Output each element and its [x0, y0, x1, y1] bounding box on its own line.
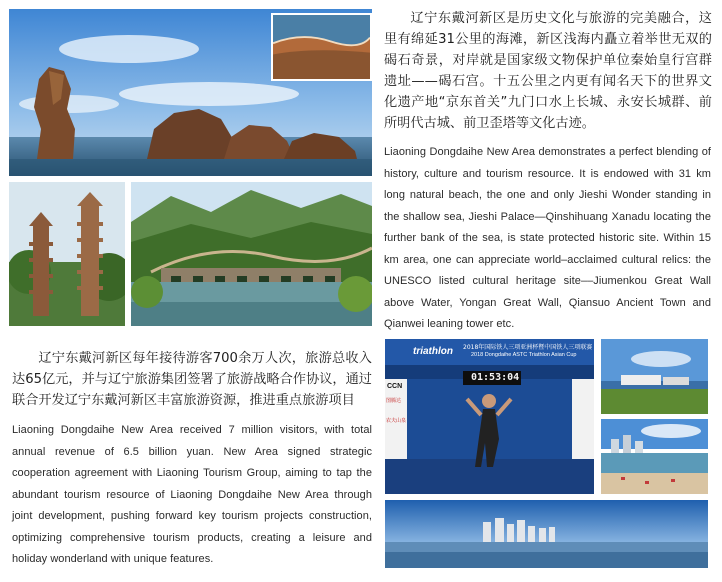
- sponsor-nongfu-spring: 农夫山泉: [386, 418, 407, 424]
- sponsor-tutengda: 图腾达: [386, 398, 402, 404]
- triathlon-finish-photo: [385, 339, 594, 494]
- triathlon-banner-title: 2018年国际铁人三项亚洲杯暨中国铁人三项联赛: [463, 344, 593, 351]
- triathlon-banner-subtitle: 2018 Dongdaihe ASTC Triathlon Asian Cup: [471, 352, 577, 358]
- pagoda-towers-photo: [9, 182, 125, 326]
- triathlon-logo: triathlon: [413, 346, 453, 357]
- history-culture-paragraph-chinese: 辽宁东戴河新区是历史文化与旅游的完美融合，这里有绵延31公里的海滩，新区浅海内矗立着举世无双的碣石奇景，对岸就是国家级文物保护单位秦始皇行宫群遗址——碣石宫。十五公里之内更有闻名天下的世界文化遗产地“京东首关”九门口水上长城、永安长城群、前所明代古城、前卫歪塔等文化古迹。: [384, 11, 712, 131]
- city-coast-panorama-photo: [385, 500, 708, 568]
- coastal-buildings-photo: [601, 339, 708, 414]
- history-culture-paragraph-english: Liaoning Dongdaihe New Area demonstrates a perfect blending of history, culture and tourism resource. It is endowed with 31 km long natural beach, the one and only Jieshi Wonder standing in the shallow sea, Jieshi Palace—Qinshihuang Xanadu locating the further bank of the sea, is state protected historic site. Within 15 km area, one can appreciate world–acclaimed cultural relics: the UNESCO listed cultural heritage site––Jiumenkou Great Wall above Water, Yongan Great Wall, Qiansuo Ancient Town and Qianwei leaning tower etc.: [384, 146, 711, 330]
- tourism-revenue-paragraph-english: Liaoning Dongdaihe New Area received 7 million visitors, with total annual revenue of 6.5 billion yuan. New Area signed strategic cooperation agreement with Liaoning Tourism Group, aiming to tap the abundant tourism resource of Liaoning Dongdaihe New Area through joint development, pushing forward key tourism projects construction, optimizing comprehensive tourism products, creating a leisure and holiday wonderland with unique features.: [12, 424, 372, 565]
- race-clock: 01:53:04: [471, 372, 520, 383]
- sponsor-ccn: CCN: [387, 383, 403, 390]
- coastline-aerial-inset-photo: [271, 13, 372, 81]
- tourism-revenue-paragraph-chinese: 辽宁东戴河新区每年接待游客700余万人次，旅游总收入达65亿元，并与辽宁旅游集团签署了旅游战略合作协议，通过联合开发辽宁东戴河新区丰富旅游资源，推进重点旅游项目: [12, 351, 372, 408]
- great-wall-above-water-photo: [131, 182, 372, 326]
- beach-crowd-photo: [601, 419, 708, 494]
